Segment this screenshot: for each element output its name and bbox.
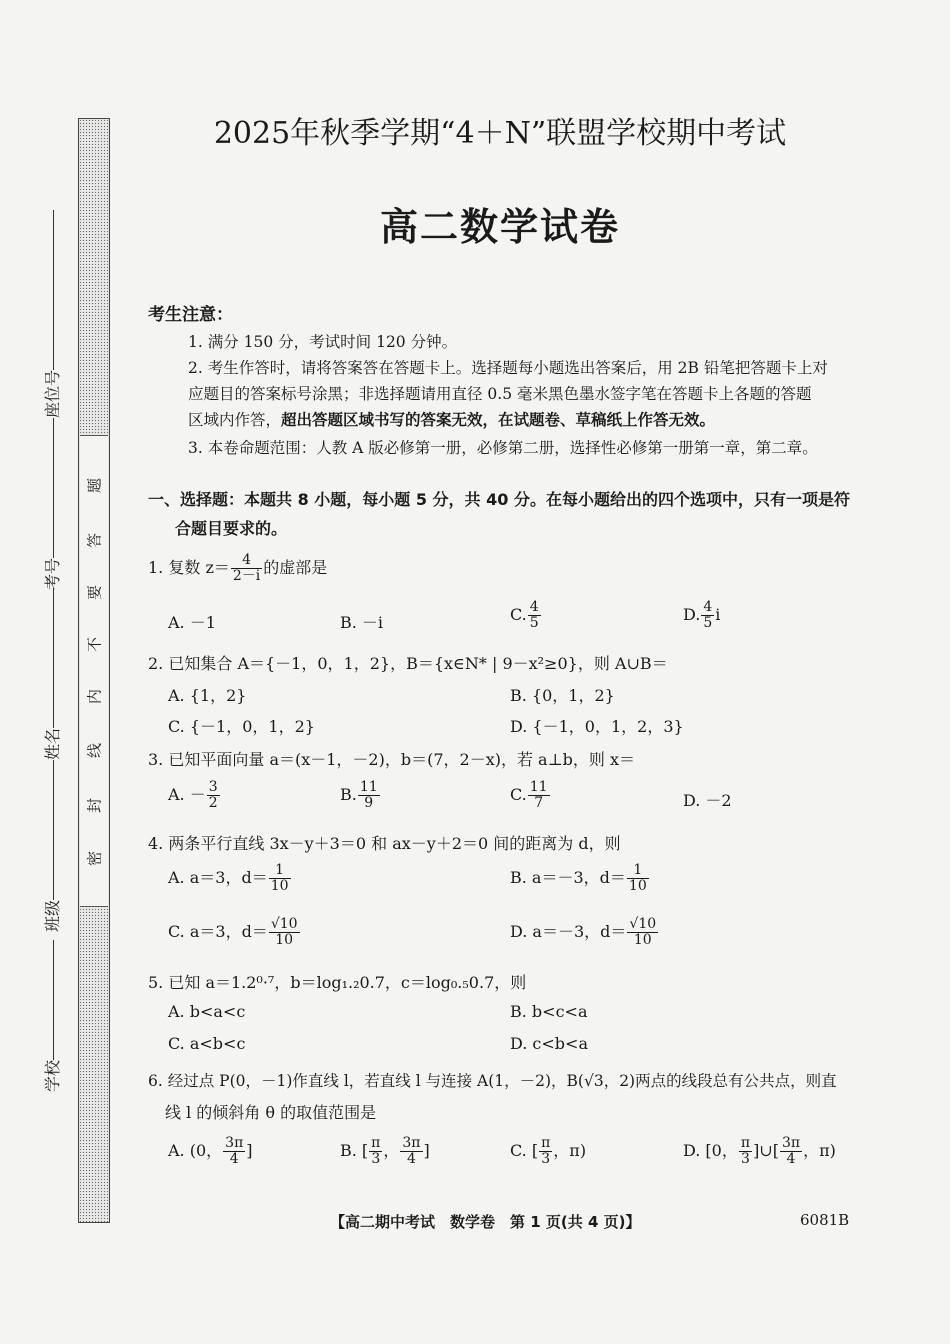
opt-label: D. [0，: [683, 1141, 738, 1160]
frac-num: 4: [703, 599, 713, 615]
opt-label: B.: [340, 785, 357, 804]
frac: [701, 600, 714, 631]
frac-num: 3π: [781, 1135, 801, 1151]
exam-title: 2025年秋季学期“4＋N”联盟学校期中考试: [213, 116, 787, 151]
opt-text: i: [715, 605, 721, 624]
frac-num: √10: [629, 916, 657, 932]
q5-option-b: B. b<c<a: [510, 1002, 588, 1021]
school-field: [40, 940, 63, 1092]
opt-label: C. a＝3，d＝: [168, 922, 268, 941]
question-1: [148, 553, 327, 584]
opt-label: D. a＝－3，d＝: [510, 922, 627, 941]
notice-item: 2. 考生作答时，请将答案答在答题卡上。选择题每小题选出答案后，用 2B 铅笔把答题卡上对: [188, 359, 828, 377]
q6-option-c: [510, 1136, 586, 1167]
opt-text: ，π): [803, 1141, 836, 1160]
frac-num: 4: [231, 553, 262, 569]
q5-option-d: D. c<b<a: [510, 1034, 588, 1053]
frac-den: 10: [633, 932, 652, 948]
frac-den: 3: [741, 1151, 750, 1167]
frac-den: 10: [275, 932, 294, 948]
name-field: [40, 588, 63, 760]
frac-den: 2－i: [232, 568, 261, 584]
q1-option-c: [510, 600, 542, 631]
class-field: [40, 760, 63, 932]
frac-den: 4: [229, 1151, 239, 1167]
frac: [627, 863, 649, 894]
frac-den: 4: [406, 1151, 416, 1167]
notice-item: 1. 满分 150 分，考试时间 120 分钟。: [188, 333, 458, 351]
notice-item: 应题目的答案标号涂黑；非选择题请用直径 0.5 毫米黑色墨水签字笔在答题卡上各题的答题: [188, 385, 812, 403]
class-label: 班级: [43, 899, 62, 932]
q2-option-d: D. {－1，0，1，2，3}: [510, 717, 684, 736]
frac-den: 5: [703, 615, 713, 631]
opt-text: ]: [423, 1141, 430, 1160]
frac: [207, 780, 220, 811]
opt-label: C. [: [510, 1141, 539, 1160]
frac-num: 11: [529, 779, 548, 795]
frac-den: 9: [364, 795, 374, 811]
question-6-cont: 线 l 的倾斜角 θ 的取值范围是: [165, 1103, 377, 1122]
q4-option-b: [510, 863, 650, 894]
strip-char: 题: [85, 478, 104, 494]
q1-fraction: [231, 553, 262, 584]
q1-option-b: B. －i: [340, 613, 384, 632]
opt-label: B. a＝－3，d＝: [510, 868, 626, 887]
strip-char: 要: [85, 585, 104, 601]
frac-num: 3: [208, 779, 218, 795]
opt-label: B. [: [340, 1141, 369, 1160]
frac: [400, 1136, 422, 1167]
q4-option-d: [510, 917, 659, 948]
frac: [739, 1136, 752, 1167]
frac: [780, 1136, 802, 1167]
frac: [358, 780, 380, 811]
notice-item: [188, 408, 715, 430]
section-heading: 一、选择题：本题共 8 小题，每小题 5 分，共 40 分。在每小题给出的四个选项中，只有一项是符: [148, 490, 850, 509]
question-3: 3. 已知平面向量 a＝(x－1，－2)，b＝(7，2－x)，若 a⊥b，则 x＝: [148, 750, 635, 769]
frac-den: 2: [208, 795, 218, 811]
opt-label: A. －: [168, 785, 206, 804]
frac-num: √10: [270, 916, 298, 932]
q1-option-a: A. －1: [168, 613, 216, 632]
frac: [528, 600, 541, 631]
frac-den: 4: [786, 1151, 796, 1167]
name-label: 姓名: [43, 727, 62, 760]
q1-text: 的虚部是: [263, 558, 328, 577]
q3-option-d: D. －2: [683, 791, 732, 810]
exam-number-field: [40, 418, 63, 590]
q6-option-a: [168, 1136, 253, 1167]
opt-label: A. a＝3，d＝: [168, 868, 268, 887]
frac: [528, 780, 550, 811]
frac-den: 5: [529, 615, 539, 631]
q3-option-b: [340, 780, 381, 811]
opt-label: D.: [683, 605, 701, 624]
opt-label: C.: [510, 785, 527, 804]
question-4: 4. 两条平行直线 3x－y＋3＝0 和 ax－y＋2＝0 间的距离为 d，则: [148, 834, 621, 853]
strip-char: 不: [85, 637, 104, 653]
q6-option-d: [683, 1136, 836, 1167]
frac-num: π: [740, 1135, 751, 1151]
strip-char: 答: [85, 533, 104, 549]
frac-den: 7: [534, 795, 544, 811]
q3-option-c: [510, 780, 551, 811]
frac-den: 3: [541, 1151, 551, 1167]
seat-number-label: 座位号: [43, 369, 62, 418]
frac: [369, 1136, 382, 1167]
question-2: 2. 已知集合 A＝{－1，0，1，2}，B＝{x∈N* | 9－x²≥0}，则 A∪B＝: [148, 654, 668, 673]
opt-text: ]∪[: [753, 1141, 779, 1160]
frac-num: 11: [359, 779, 378, 795]
page-footer: 【高二期中考试 数学卷 第 1 页(共 4 页)】: [330, 1213, 641, 1231]
q4-option-c: [168, 917, 301, 948]
q5-option-c: C. a<b<c: [168, 1034, 246, 1053]
frac: [627, 917, 658, 948]
frac: [539, 1136, 552, 1167]
frac-num: 1: [269, 863, 291, 879]
opt-text: ]: [246, 1141, 253, 1160]
frac-num: 4: [529, 599, 539, 615]
q1-text: 1. 复数 z＝: [148, 558, 230, 577]
q2-option-a: A. {1，2}: [168, 686, 247, 705]
frac: [269, 917, 300, 948]
q1-option-d: [683, 600, 720, 631]
question-5: 5. 已知 a＝1.2⁰·⁷，b＝log₁.₂0.7，c＝log₀.₅0.7，则: [148, 973, 527, 992]
exam-number-label: 考号: [43, 557, 62, 590]
frac-num: 3π: [225, 1135, 244, 1151]
section-heading-cont: 合题目要求的。: [175, 519, 288, 538]
opt-text: ，π): [553, 1141, 587, 1160]
school-label: 学校: [43, 1059, 62, 1092]
frac-den: 10: [270, 878, 289, 894]
frac: [223, 1136, 245, 1167]
strip-char: 线: [85, 743, 104, 759]
frac-num: 3π: [402, 1135, 421, 1151]
frac-num: π: [371, 1135, 381, 1151]
notice-heading: 考生注意：: [148, 305, 233, 325]
opt-label: A. (0，: [168, 1141, 223, 1160]
q6-option-b: B. [ $\frac{\pi}{3}$ ， $\frac{3\pi}{4}$ ]: [340, 1135, 430, 1167]
q4-option-a: [168, 863, 292, 894]
frac-num: π: [541, 1135, 551, 1151]
q5-option-a: A. b<a<c: [168, 1002, 246, 1021]
paper-code: 6081B: [800, 1211, 850, 1229]
q3-option-a: [168, 780, 221, 811]
q2-option-b: B. {0，1，2}: [510, 686, 615, 705]
notice-item: 3. 本卷命题范围：人教 A 版必修第一册，必修第二册，选择性必修第一册第一章，第二章。: [188, 439, 818, 457]
frac-den: 3: [371, 1151, 381, 1167]
question-6: 6. 经过点 P(0，－1)作直线 l，若直线 l 与连接 A(1，－2)，B(√3，2)两点的线段总有公共点，则直: [148, 1072, 837, 1090]
binding-strip-label-area: [80, 435, 108, 907]
frac: [269, 863, 291, 894]
strip-char: 内: [85, 689, 104, 705]
exam-subtitle: 高二数学试卷: [379, 205, 620, 249]
q2-option-c: C. {－1，0，1，2}: [168, 717, 315, 736]
strip-char: 密: [85, 851, 104, 867]
strip-char: 封: [85, 798, 104, 814]
frac-num: 1: [627, 863, 649, 879]
opt-label: C.: [510, 605, 527, 624]
notice-bold-warning: 超出答题区域书写的答案无效，在试题卷、草稿纸上作答无效。: [281, 411, 716, 429]
notice-text: 区域内作答，: [188, 411, 282, 429]
frac-den: 10: [628, 878, 647, 894]
